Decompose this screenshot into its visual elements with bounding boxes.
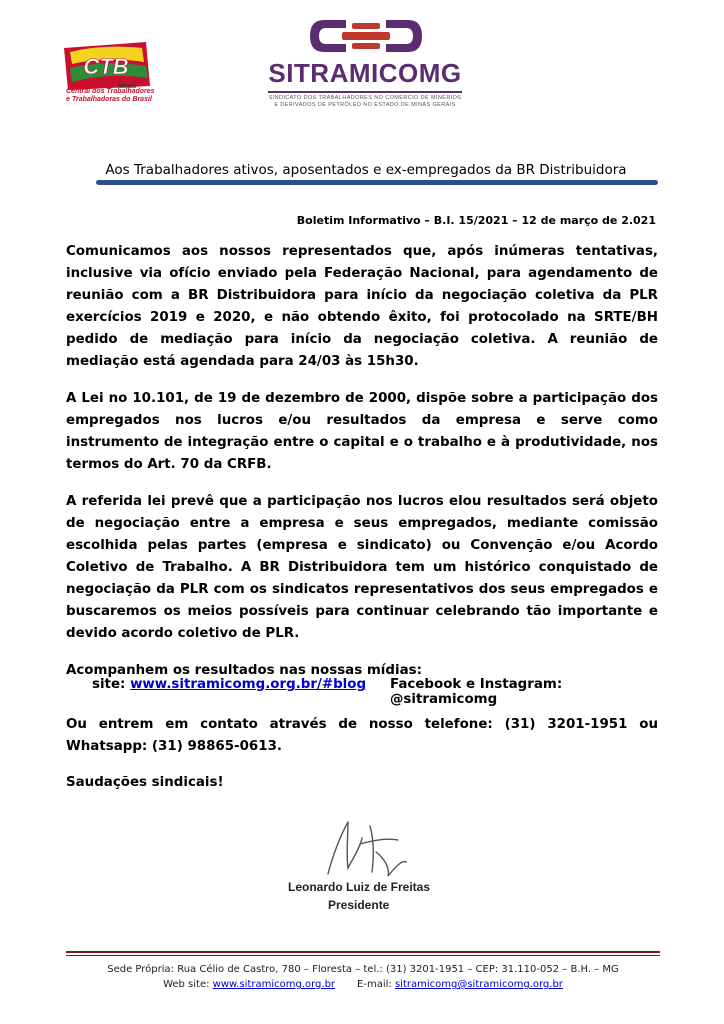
- footer-divider-thin: [66, 955, 660, 956]
- site-label: site:: [92, 677, 131, 692]
- ctb-subtitle-line-2: e Trabalhadoras do Brasil: [66, 96, 152, 103]
- closing: Saudações sindicais!: [66, 775, 224, 790]
- letter-body: [66, 241, 658, 697]
- ctb-region: Minas: [118, 83, 137, 90]
- paragraph-2: A Lei no 10.101, de 19 de dezembro de 2000, dispõe sobre a participação dos empregados nos lucros e/ou resultados da empresa e serve como instrumento de integração entre o capital e o trabalho e à produtividade, nos termos do Art. 70 da CRFB.: [66, 391, 658, 472]
- ctb-subtitle: [66, 88, 158, 104]
- handwritten-signature: [318, 818, 408, 880]
- union-subtitle: [262, 95, 468, 109]
- contact-block: [66, 714, 658, 809]
- contact-paragraph: Ou entrem em contato através de nosso telefone: (31) 3201-1951 ou Whatsapp: (31) 98865-0613.: [66, 717, 658, 754]
- union-name: SITRAMICOMG: [268, 58, 462, 88]
- paragraph-1: Comunicamos aos nossos representados que, após inúmeras tentativas, inclusive via ofício enviado pela Federação Nacional, para agendamento de reunião com a BR Distribuidora para início da negociação coletiva da PLR exercícios 2019 e 2020, e não obtendo êxito, foi protocolado na SRTE/BH pedido de mediação para início da negociação coletiva. A reunião de mediação está agendada para 24/03 às 15h30.: [66, 244, 658, 369]
- headline-divider: [96, 180, 658, 185]
- union-name-underline: [268, 91, 462, 93]
- bulletin-reference: Boletim Informativo – B.I. 15/2021 – 12 de março de 2.021: [296, 214, 656, 227]
- headline: Aos Trabalhadores ativos, aposentados e ex-empregados da BR Distribuidora: [105, 162, 627, 178]
- paragraph-3: A referida lei prevê que a participação nos lucros elou resultados será objeto de negociação entre a empresa e seus empregados, mediante comissão escolhida pelas partes (empresa e sindicato) ou Convenção e/ou Acordo Coletivo de Trabalho. A BR Distribuidora tem um histórico conquistado de negociação da PLR com os sindicatos representativos dos seus empregados e buscaremos os meios possíveis para continuar celebrando tão importante e devido acordo coletivo de PLR.: [66, 494, 658, 641]
- footer-divider: [66, 951, 660, 953]
- paragraph-media-intro: Acompanhem os resultados nas nossas mídias:: [66, 663, 422, 678]
- footer-email-label: E-mail:: [357, 979, 395, 990]
- social-handle: Facebook e Instagram: @sitramicomg: [390, 677, 563, 707]
- footer-contacts: [66, 979, 660, 990]
- footer-address: Sede Própria: Rua Célio de Castro, 780 – Floresta – tel.: (31) 3201-1951 – CEP: 31.110-052 – B.H. – MG: [107, 964, 619, 975]
- signatory-name: Leonardo Luiz de Freitas: [288, 880, 431, 894]
- media-row: [92, 677, 658, 707]
- footer-email-link[interactable]: sitramicomg@sitramicomg.org.br: [394, 979, 563, 990]
- sitramicomg-emblem: [306, 14, 426, 58]
- union-subtitle-line-2: E DERIVADOS DE PETRÓLEO NO ESTADO DE MINAS GERAIS: [274, 102, 456, 108]
- footer-website-label: Web site:: [163, 979, 213, 990]
- ctb-subtitle-line-1: Central dos Trabalhadores: [66, 88, 155, 95]
- site-link[interactable]: www.sitramicomg.org.br/#blog: [130, 677, 367, 692]
- site-entry: [92, 677, 366, 692]
- footer-website-link[interactable]: www.sitramicomg.org.br: [212, 979, 336, 990]
- union-subtitle-line-1: SINDICATO DOS TRABALHADORES NO COMÉRCIO DE MINÉRIOS: [268, 95, 462, 101]
- ctb-wordmark: CTB: [83, 54, 129, 79]
- signatory-title: Presidente: [328, 898, 390, 912]
